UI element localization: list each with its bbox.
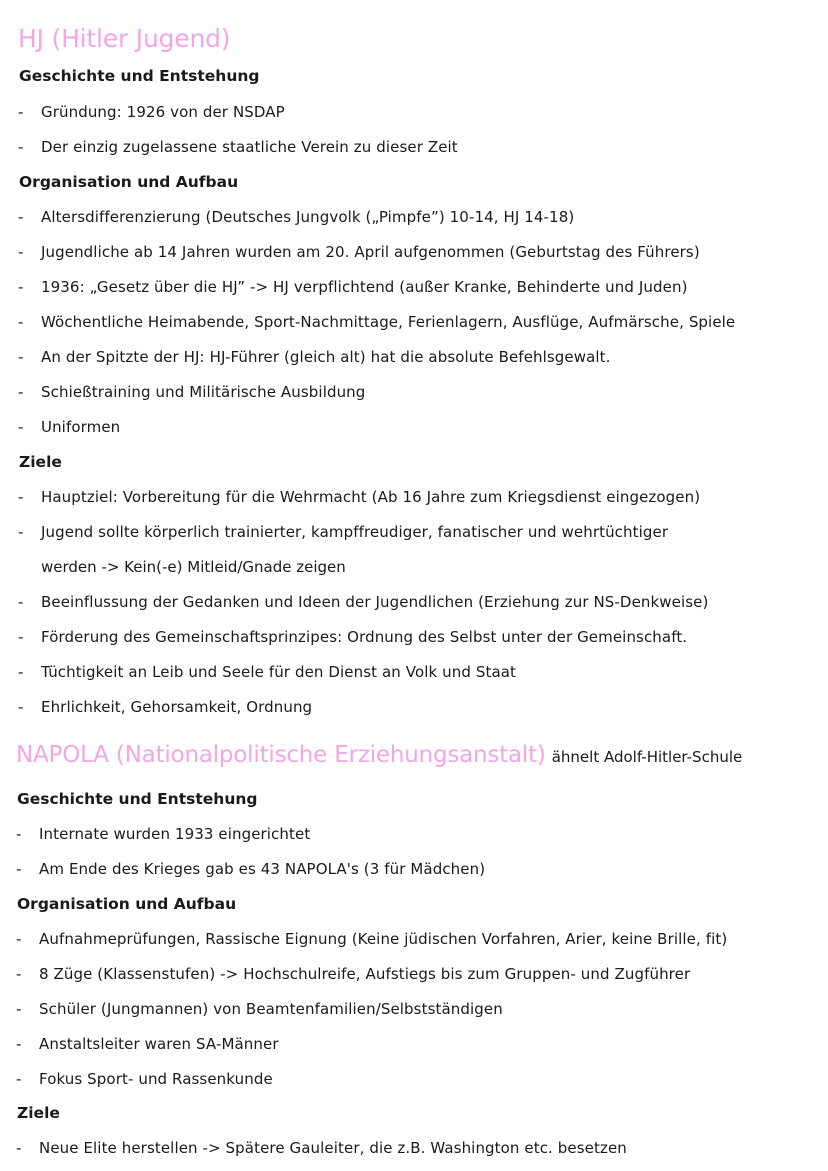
heading-ziele: Ziele: [17, 1104, 60, 1122]
dash: -: [16, 1070, 22, 1088]
section-title-napola: NAPOLA (Nationalpolitische Erziehungsanstalt) ähnelt Adolf-Hitler-Schule: [16, 742, 743, 768]
dash: -: [18, 628, 24, 646]
heading-ziele: Ziele: [19, 453, 62, 471]
list-item: - Jugendliche ab 14 Jahren wurden am 20. April aufgenommen (Geburtstag des Führers): [18, 243, 700, 261]
list-item: - Anstaltsleiter waren SA-Männer: [16, 1035, 279, 1053]
list-item: - 1936: „Gesetz über die HJ” -> HJ verpflichtend (außer Kranke, Behinderte und Juden): [18, 278, 688, 296]
list-item: - Am Ende des Krieges gab es 43 NAPOLA's (3 für Mädchen): [16, 860, 486, 878]
dash: -: [18, 383, 24, 401]
list-item: - Fokus Sport- und Rassenkunde: [16, 1070, 273, 1088]
list-item: - Uniformen: [18, 418, 121, 436]
section-title-suffix: ähnelt Adolf-Hitler-Schule: [551, 748, 743, 766]
heading-organisation: Organisation und Aufbau: [17, 895, 237, 913]
dash: -: [18, 138, 24, 156]
list-item: - Schießtraining und Militärische Ausbildung: [18, 383, 366, 401]
list-item: - Förderung des Gemeinschaftsprinzipes: Ordnung des Selbst unter der Gemeinschaft.: [18, 628, 688, 646]
dash: -: [18, 278, 24, 296]
dash: -: [18, 488, 24, 506]
dash: -: [16, 1000, 22, 1018]
heading-geschichte: Geschichte und Entstehung: [17, 790, 258, 808]
dash: -: [18, 593, 24, 611]
dash: -: [18, 523, 24, 541]
dash: -: [16, 930, 22, 948]
dash: -: [18, 103, 24, 121]
dash: -: [18, 208, 24, 226]
list-item: - Aufnahmeprüfungen, Rassische Eignung (Keine jüdischen Vorfahren, Arier, keine Brille, fit): [16, 930, 728, 948]
dash: -: [16, 1139, 22, 1157]
dash: -: [18, 348, 24, 366]
list-item: - Gründung: 1926 von der NSDAP: [18, 103, 285, 121]
heading-geschichte: Geschichte und Entstehung: [19, 67, 260, 85]
list-item: - Schüler (Jungmannen) von Beamtenfamilien/Selbstständigen: [16, 1000, 503, 1018]
list-item: - Beeinflussung der Gedanken und Ideen der Jugendlichen (Erziehung zur NS-Denkweise): [18, 593, 709, 611]
list-item: - Neue Elite herstellen -> Spätere Gauleiter, die z.B. Washington etc. besetzen: [16, 1139, 627, 1157]
dash: -: [18, 243, 24, 261]
dash: -: [18, 698, 24, 716]
list-item: - An der Spitzte der HJ: HJ-Führer (gleich alt) hat die absolute Befehlsgewalt.: [18, 348, 611, 366]
heading-organisation: Organisation und Aufbau: [19, 173, 239, 191]
list-item: - Altersdifferenzierung (Deutsches Jungvolk („Pimpfe”) 10-14, HJ 14-18): [18, 208, 575, 226]
dash: -: [18, 663, 24, 681]
section-title-hj: HJ (Hitler Jugend): [18, 24, 231, 53]
list-item: - Ehrlichkeit, Gehorsamkeit, Ordnung: [18, 698, 313, 716]
dash: -: [18, 418, 24, 436]
list-item: - 8 Züge (Klassenstufen) -> Hochschulreife, Aufstiegs bis zum Gruppen- und Zugführer: [16, 965, 691, 983]
list-item: - Der einzig zugelassene staatliche Verein zu dieser Zeit: [18, 138, 458, 156]
dash: -: [16, 965, 22, 983]
list-item: - Jugend sollte körperlich trainierter, kampffreudiger, fanatischer und wehrtüchtiger: [18, 523, 669, 541]
list-item: - Wöchentliche Heimabende, Sport-Nachmittage, Ferienlagern, Ausflüge, Aufmärsche, Spiele: [18, 313, 736, 331]
list-item: - Internate wurden 1933 eingerichtet: [16, 825, 311, 843]
dash: -: [16, 1035, 22, 1053]
list-item: - Hauptziel: Vorbereitung für die Wehrmacht (Ab 16 Jahre zum Kriegsdienst eingezogen): [18, 488, 701, 506]
dash: -: [18, 313, 24, 331]
dash: -: [16, 825, 22, 843]
list-item-continuation: werden -> Kein(-e) Mitleid/Gnade zeigen: [41, 558, 346, 576]
list-item: - Tüchtigkeit an Leib und Seele für den Dienst an Volk und Staat: [18, 663, 517, 681]
dash: -: [16, 860, 22, 878]
